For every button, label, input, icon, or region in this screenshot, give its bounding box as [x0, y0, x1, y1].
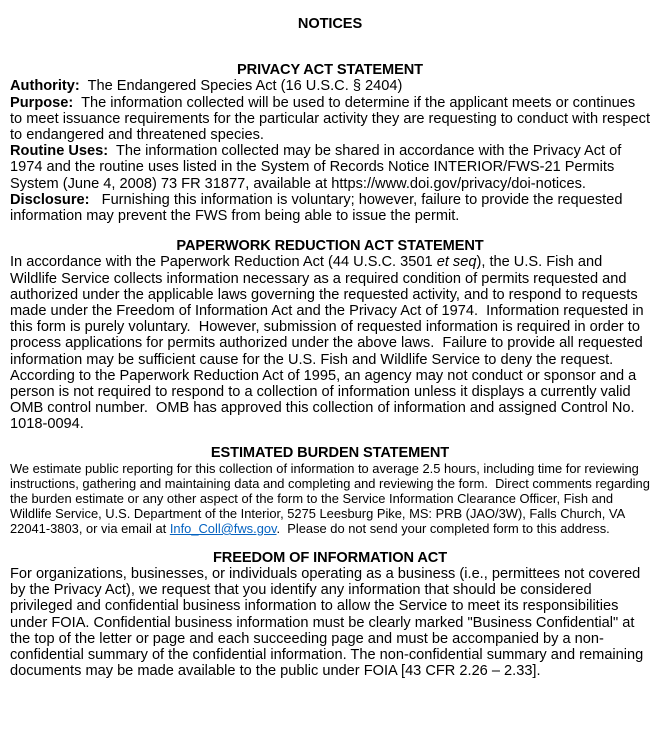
- paperwork-reduction-body: [10, 254, 650, 432]
- disclosure-label: Disclosure:: [10, 191, 90, 208]
- foia-body: For organizations, businesses, or individuals operating as a business (i.e., permittees not covered by the Privacy Act), we request that you identify any information that should be considered privileged and confidential business information to allow the Service to meet its responsibilities under FOIA. Confidential business information must be clearly marked "Business Confidential" at the top of the letter or page and each succeeding page and must be accompanied by a non-confidential summary of the confidential information. The non-confidential summary and remaining documents may be made available to the public under FOIA [43 CFR 2.26 – 2.33].: [10, 566, 648, 680]
- privacy-act-section: [10, 62, 655, 225]
- purpose-text: The information collected will be used to determine if the applicant meets or continues to meet issuance requirements for the particular activity they are requesting to conduct with respect to endangered and threatened species.: [10, 94, 655, 144]
- disclosure-statement: [10, 192, 650, 224]
- disclosure-text: Furnishing this information is voluntary; however, failure to provide the requested information may prevent the FWS from being able to issue the permit.: [10, 191, 627, 225]
- burden-body-after-link: . Please do not send your completed form to this address.: [276, 520, 610, 536]
- routine-uses-label: Routine Uses:: [10, 143, 109, 160]
- email-link[interactable]: Info_Coll@fws.gov: [169, 520, 277, 536]
- authority-statement: [10, 78, 650, 94]
- estimated-burden-heading: ESTIMATED BURDEN STATEMENT: [210, 444, 450, 461]
- estimated-burden-section: [10, 444, 654, 536]
- purpose-label: Purpose:: [10, 94, 74, 111]
- authority-label: Authority:: [10, 78, 80, 95]
- paperwork-body-before-italic: In accordance with the Paperwork Reduction Act (44 U.S.C. 3501: [10, 254, 437, 271]
- routine-uses-statement: [10, 143, 650, 192]
- routine-uses-text: The information collected may be shared in accordance with the Privacy Act of 1974 and the routine uses listed in the System of Records Notice INTERIOR/FWS-21 Permits System (June 4, 2008) 73 FR 31877, available at https://www.doi.gov/privacy/doi-notices.: [10, 143, 626, 192]
- authority-text: The Endangered Species Act (16 U.S.C. § 2404): [79, 78, 403, 95]
- paperwork-reduction-heading: PAPERWORK REDUCTION ACT STATEMENT: [176, 238, 484, 255]
- estimated-burden-body: [10, 460, 654, 536]
- document-title: NOTICES: [297, 16, 363, 32]
- paperwork-reduction-section: [10, 238, 650, 432]
- privacy-act-heading: PRIVACY ACT STATEMENT: [237, 62, 423, 79]
- foia-section: [10, 550, 650, 680]
- purpose-statement: [10, 94, 655, 144]
- paperwork-body-after-italic: ), the U.S. Fish and Wildlife Service collects information necessary as a required condition of permits requested and authorized under the applicable laws governing the requested activity, and to respond to requests made under the Freedom of Information Act and the Privacy Act of 1974. Information requested in this form is purely voluntary. However, submission of requested information is required in order to process applications for permits authorized under the above laws. Failure to provide all requested information may be sufficient cause for the U.S. Fish and Wildlife Service to deny the request. According to the Paperwork Reduction Act of 1995, an agency may not conduct or sponsor and a person is not required to respond to a collection of information unless it displays a currently valid OMB control number. OMB has approved this collection of information and assigned Control No. 1018-0094.: [10, 254, 648, 433]
- et-seq-italic-phrase: et seq: [436, 254, 477, 271]
- burden-body-before-link: We estimate public reporting for this collection of information to average 2.5 hours, including time for reviewing instructions, gathering and maintaining data and completing and reviewing the form. Direct comments regarding the burden estimate or any other aspect of the form to the Service Information Clearance Officer, Fish and Wildlife Service, U.S. Department of the Interior, 5275 Leesburg Pike, MS: PRB (JAO/3W), Falls Church, VA 22041-3803, or via email at: [10, 460, 654, 536]
- foia-heading: FREEDOM OF INFORMATION ACT: [212, 549, 448, 566]
